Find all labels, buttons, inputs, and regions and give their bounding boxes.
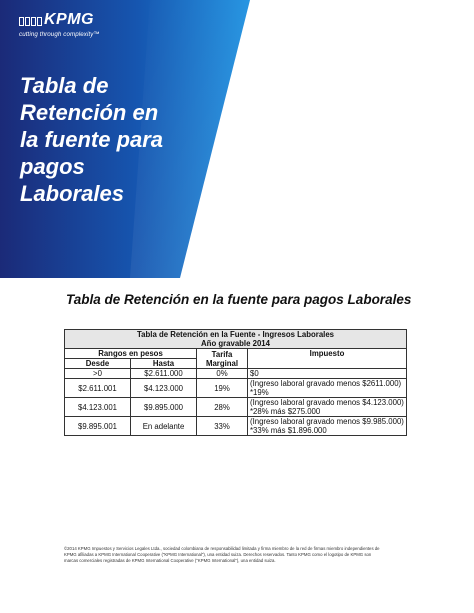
- cell-impuesto-line1: (Ingreso laboral gravado menos $2611.000): [250, 379, 402, 388]
- retention-table: [64, 329, 407, 436]
- cell-impuesto: [248, 369, 407, 379]
- header-impuesto: Impuesto: [248, 349, 407, 369]
- cell-impuesto-line2: *33% más $1.896.000: [250, 426, 327, 435]
- cell-hasta: $2.611.000: [131, 369, 197, 379]
- table-caption: [65, 330, 407, 349]
- table-row: [65, 417, 407, 436]
- table-caption-row: [65, 330, 407, 349]
- cell-tarifa: 19%: [197, 379, 248, 398]
- table-row: [65, 379, 407, 398]
- cell-impuesto: [248, 417, 407, 436]
- cell-impuesto-line2: *28% más $275.000: [250, 407, 321, 416]
- logo-text: KPMG: [44, 11, 94, 28]
- table-caption-line2: Año gravable 2014: [201, 339, 270, 348]
- cell-impuesto-line1: (Ingreso laboral gravado menos $4.123.000): [250, 398, 404, 407]
- cell-impuesto-line2: *19%: [250, 388, 269, 397]
- cell-tarifa: 28%: [197, 398, 248, 417]
- kpmg-logo: [19, 12, 100, 38]
- cell-desde: >0: [65, 369, 131, 379]
- logo-boxes-icon: [19, 17, 42, 26]
- cell-tarifa: 0%: [197, 369, 248, 379]
- cell-hasta: $4.123.000: [131, 379, 197, 398]
- cell-impuesto-line1: $0: [250, 369, 259, 378]
- table-header-row: [65, 349, 407, 359]
- footer-line3: marcas comerciales registradas de KPMG International Cooperative ("KPMG International"), una entidad suiza.: [64, 558, 276, 563]
- cover-banner: [0, 0, 474, 278]
- footer-disclaimer: [64, 546, 414, 564]
- cell-desde: $2.611.001: [65, 379, 131, 398]
- cell-hasta: En adelante: [131, 417, 197, 436]
- cover-title: Tabla de Retención en la fuente para pagos Laborales: [20, 73, 164, 206]
- header-hasta: Hasta: [131, 359, 197, 369]
- logo-tagline: cutting through complexity™: [19, 31, 100, 38]
- header-tarifa-line2: Marginal: [205, 358, 239, 368]
- header-tarifa-line1: Tarifa: [211, 349, 233, 359]
- table-row: [65, 398, 407, 417]
- table-caption-line1: Tabla de Retención en la Fuente - Ingresos Laborales: [137, 330, 334, 339]
- cell-tarifa: 33%: [197, 417, 248, 436]
- header-tarifa: [197, 349, 248, 369]
- cell-impuesto-line1: (Ingreso laboral gravado menos $9.985.000): [250, 417, 404, 426]
- section-title: Tabla de Retención en la fuente para pagos Laborales: [66, 292, 412, 307]
- cell-impuesto: [248, 379, 407, 398]
- table-row: [65, 369, 407, 379]
- cell-desde: $9.895.001: [65, 417, 131, 436]
- header-rangos: Rangos en pesos: [65, 349, 197, 359]
- cell-impuesto: [248, 398, 407, 417]
- header-desde: Desde: [65, 359, 131, 369]
- cell-desde: $4.123.001: [65, 398, 131, 417]
- footer-line1: ©2014 KPMG Impuestos y Servicios Legales Ltda., sociedad colombiana de responsabilidad limitada y firma miembro de la red de firmas miembro independientes de: [64, 546, 380, 551]
- footer-line2: KPMG afiliadas a KPMG International Cooperative ("KPMG International"), una entidad suiza. Derechos reservados. Tanto KPMG como el logotipo de KPMG son: [64, 552, 372, 557]
- cell-hasta: $9.895.000: [131, 398, 197, 417]
